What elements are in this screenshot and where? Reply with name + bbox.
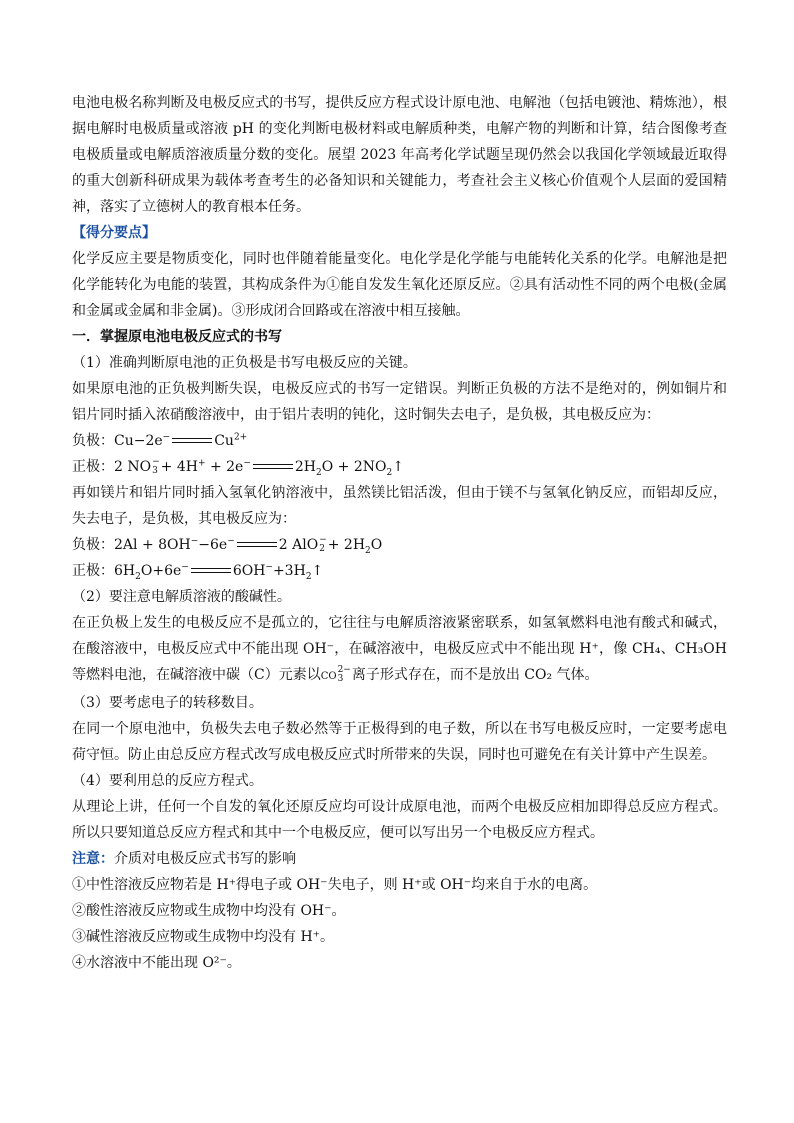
equals-arrow-icon (172, 436, 212, 446)
note-item: ①中性溶液反应物若是 H⁺得电子或 OH⁻失电子，则 H⁺或 OH⁻均来自于水的电离。 (72, 877, 598, 893)
note-item: ④水溶液中不能出现 O²⁻。 (72, 955, 241, 971)
equals-arrow-icon (253, 462, 293, 472)
point1-title: （1）准确判断原电池的正负极是书写电极反应的关键。 (72, 355, 417, 371)
note-heading (72, 846, 727, 872)
score-points-paragraph: 化学反应主要是物质变化，同时也伴随着能量变化。电化学是化学能与电能转化关系的化学。电解池是把化学能转化为电能的装置，其构成条件为①能自发发生氧化还原反应。②具有活动性不同的两个电极(金属和金属或金属和非金属)。③形成闭合回路或在溶液中相互接触。 (72, 251, 727, 319)
equation-no3-positive: 正极：2 NO − 3 + 4H+ + 2e− $2H_2O$ + $2NO_2↑$ (72, 457, 404, 478)
point3-title: （3）要考虑电子的转移数目。 (72, 695, 263, 711)
point4-title: （4）要利用总的反应方程式。 (72, 773, 263, 789)
note-label: 注意： (72, 851, 114, 867)
equals-arrow-icon (191, 566, 231, 576)
note-item: ②酸性溶液反应物或生成物中均没有 OH⁻。 (72, 903, 346, 919)
eq-label: 负极： (72, 433, 114, 449)
point2-text: 在正负极上发生的电极反应不是孤立的，它往往与电解质溶液紧密联系，如氢氧燃料电池有酸式和碱式，在酸溶液中，电极反应式中不能出现 OH⁻，在碱溶液中，电极反应式中不能出现 H⁺，像 CH₄、CH₃OH 等燃料电池，在碱溶液中碳（C）元素以CO 2− 3 离子形式存在，而不是放出 CO₂ 气体。 (72, 615, 727, 684)
equation-h2o-positive: 正极：$6H_2O+6e^-$ $6OH^-+3H_2↑$ (72, 562, 324, 582)
note-title: 介质对电极反应式书写的影响 (114, 851, 296, 867)
point3-text: 在同一个原电池中，负极失去电子数必然等于正极得到的电子数，所以在书写电极反应时，一定要考虑电荷守恒。防止由总反应方程式改写成电极反应式时所带来的失误，同时也可避免在有关计算中产生误差。 (72, 721, 727, 763)
score-points-heading: 【得分要点】 (72, 225, 156, 241)
point2-title: （2）要注意电解质溶液的酸碱性。 (72, 589, 291, 605)
equation-al-negative: 负极：2Al + 8OH−−6e− 2 AlO − 2 + $2H_2O$ (72, 535, 383, 556)
section1-heading: 一．掌握原电池电极反应式的书写 (72, 329, 282, 345)
intro-paragraph: 电池电极名称判断及电极反应式的书写，提供反应方程式设计原电池、电解池（包括电镀池、精炼池），根据电解时电极质量或溶液 pH 的变化判断电极材料或电解质种类，电解产物的判断和计算，结合图像考查电极质量或电解质溶液质量分数的变化。展望 2023 年高考化学试题呈现仍然会以我国化学领域最近取得的重大创新科研成果为载体考查考生的必备知识和关键能力，考查社会主义核心价值观个人层面的爱国精神，落实了立德树人的教育根本任务。 (72, 95, 727, 215)
equals-arrow-icon (237, 540, 277, 550)
point1-text2: 再如镁片和铝片同时插入氢氧化钠溶液中，虽然镁比铝活泼，但由于镁不与氢氧化钠反应，而铝却反应，失去电子，是负极，其电极反应为： (72, 485, 727, 527)
point1-text: 如果原电池的正负极判断失误，电极反应式的书写一定错误。判断正负极的方法不是绝对的，例如铜片和铝片同时插入浓硝酸溶液中，由于铝片表明的钝化，这时铜失去电子，是负极，其电极反应为： (72, 381, 727, 423)
point4-text: 从理论上讲，任何一个自发的氧化还原反应均可设计成原电池，而两个电极反应相加即得总反应方程式。所以只要知道总反应方程式和其中一个电极反应，便可以写出另一个电极反应方程式。 (72, 799, 727, 841)
equation-cu-negative: 负极：Cu−2e− $Cu^{2+}$ (72, 432, 248, 449)
note-item: ③碱性溶液反应物或生成物中均没有 H⁺。 (72, 929, 335, 945)
document-page (72, 90, 727, 976)
